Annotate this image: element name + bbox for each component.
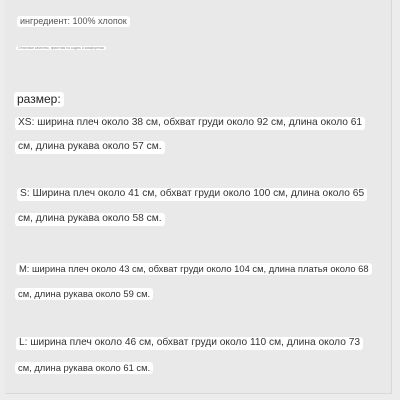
size-s-line-1: S: Ширина плеч около 41 см, обхват груди около 100 см, длина около 65 (17, 188, 367, 201)
size-m-line-2: см, длина рукава около 59 см. (15, 288, 153, 300)
ingredient-text: ингредиент: 100% хлопок (17, 16, 130, 27)
size-heading: размер: (14, 92, 64, 107)
size-m-line-1: M: ширина плеч около 43 см, обхват груди около 104 см, длина платья около 68 (16, 263, 372, 275)
size-s-line-2: см, длина рукава около 58 см. (15, 213, 165, 226)
size-xs-line-1: XS: ширина плеч около 38 см, обхват груди около 92 см, длина около 61 (15, 117, 365, 130)
product-description-image (5, 0, 392, 394)
size-xs-line-2: см, длина рукава около 57 см. (15, 141, 165, 154)
tiny-note-text: Отличные качество, приятная на ощупь и комфортная (18, 46, 105, 50)
size-l-line-1: L: ширина плеч около 46 см, обхват груди около 110 см, длина около 73 (16, 337, 363, 350)
size-l-line-2: см, длина рукава около 61 см. (15, 362, 153, 374)
